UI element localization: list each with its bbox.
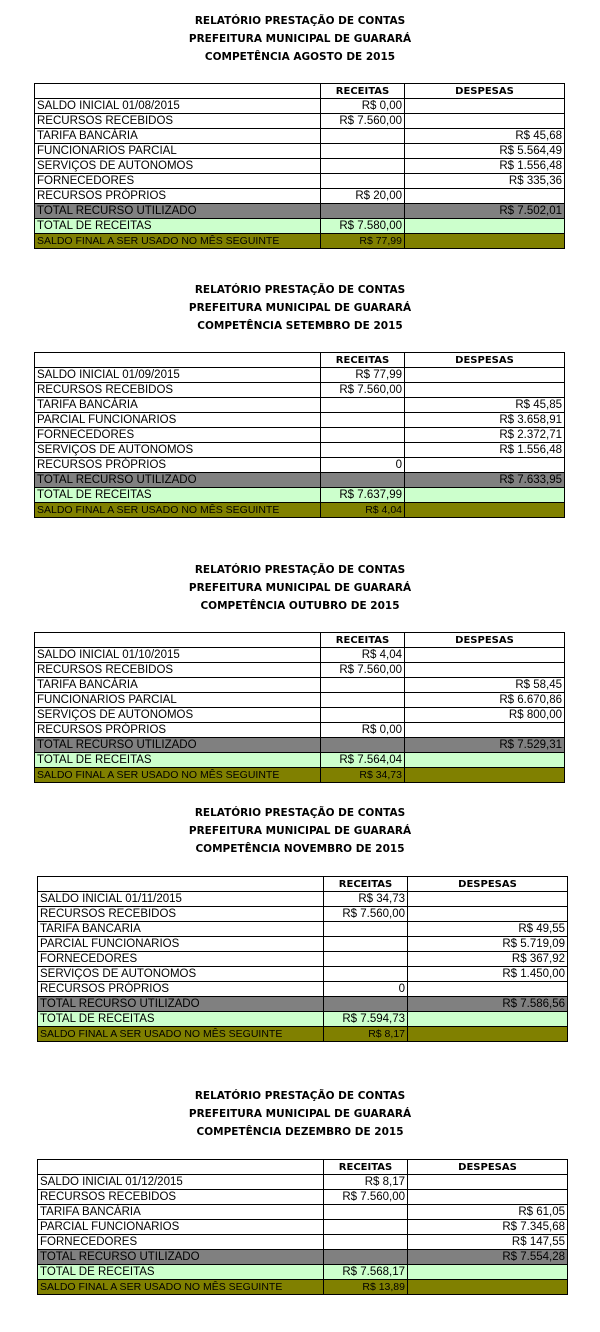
row-despesa	[405, 458, 565, 473]
row-label: FORNECEDORES	[35, 428, 321, 443]
row-despesa: R$ 45,85	[405, 398, 565, 413]
report-subtitle: PREFEITURA MUNICIPAL DE GUARARÁ	[188, 302, 412, 314]
header-blank-cell	[35, 633, 321, 648]
finance-table-setembro	[34, 352, 565, 518]
table-row	[35, 663, 565, 678]
row-label: RECURSOS RECEBIDOS	[38, 1190, 324, 1205]
header-receitas: RECEITAS	[324, 1160, 408, 1175]
empty-cell	[408, 1265, 568, 1280]
row-receita: 0	[324, 982, 408, 997]
row-receita	[321, 144, 405, 159]
header-despesas: DESPESAS	[405, 633, 565, 648]
empty-cell	[405, 503, 565, 518]
saldo-final-value: R$ 13,89	[324, 1280, 408, 1295]
total-receitas-label: TOTAL DE RECEITAS	[35, 753, 321, 768]
row-receita: R$ 34,73	[324, 892, 408, 907]
row-receita: R$ 20,00	[321, 189, 405, 204]
report-header-setembro	[0, 281, 600, 335]
report-title: RELATÓRIO PRESTAÇÃO DE CONTAS	[194, 807, 406, 819]
row-label: FUNCIONARIOS PARCIAL	[35, 144, 321, 159]
table-row	[35, 174, 565, 189]
header-despesas: DESPESAS	[405, 84, 565, 99]
row-despesa: R$ 335,36	[405, 174, 565, 189]
table-row	[35, 114, 565, 129]
total-utilizado-value: R$ 7.586,56	[408, 997, 568, 1012]
table-row	[35, 368, 565, 383]
total-utilizado-row	[35, 738, 565, 753]
row-despesa	[405, 723, 565, 738]
row-despesa	[405, 383, 565, 398]
table-row	[38, 1190, 568, 1205]
saldo-final-label: SALDO FINAL A SER USADO NO MÊS SEGUINTE	[35, 234, 321, 249]
report-header-dezembro	[0, 1087, 600, 1141]
row-despesa	[408, 1190, 568, 1205]
row-label: SALDO INICIAL 01/10/2015	[35, 648, 321, 663]
saldo-final-row	[38, 1027, 568, 1042]
header-despesas: DESPESAS	[405, 353, 565, 368]
table-row	[38, 922, 568, 937]
header-despesas: DESPESAS	[408, 1160, 568, 1175]
empty-cell	[405, 768, 565, 783]
table-row	[35, 383, 565, 398]
table-row	[38, 1220, 568, 1235]
row-receita: R$ 0,00	[321, 99, 405, 114]
report-competencia: COMPETÊNCIA AGOSTO DE 2015	[204, 51, 396, 63]
header-blank-cell	[35, 353, 321, 368]
report-subtitle: PREFEITURA MUNICIPAL DE GUARARÁ	[188, 825, 412, 837]
row-label: FORNECEDORES	[38, 1235, 324, 1250]
row-label: SALDO INICIAL 01/11/2015	[38, 892, 324, 907]
row-receita: R$ 7.560,00	[321, 383, 405, 398]
finance-table-agosto	[34, 83, 565, 249]
table-header-row	[38, 1160, 568, 1175]
table-row	[35, 189, 565, 204]
table-row	[38, 1175, 568, 1190]
row-label: FORNECEDORES	[38, 952, 324, 967]
table-header-row	[35, 633, 565, 648]
row-receita	[321, 129, 405, 144]
saldo-final-label: SALDO FINAL A SER USADO NO MÊS SEGUINTE	[38, 1280, 324, 1295]
table-row	[38, 937, 568, 952]
row-despesa: R$ 58,45	[405, 678, 565, 693]
table-header-row	[35, 84, 565, 99]
table-row	[35, 144, 565, 159]
row-label: TARIFA BANCÁRIA	[35, 129, 321, 144]
row-label: RECURSOS PRÓPRIOS	[38, 982, 324, 997]
header-receitas: RECEITAS	[324, 877, 408, 892]
saldo-final-row	[35, 768, 565, 783]
finance-table-novembro	[37, 876, 568, 1042]
row-receita	[321, 159, 405, 174]
row-receita: R$ 4,04	[321, 648, 405, 663]
row-receita	[321, 678, 405, 693]
table-row	[38, 952, 568, 967]
row-receita	[324, 1220, 408, 1235]
report-subtitle: PREFEITURA MUNICIPAL DE GUARARÁ	[188, 33, 412, 45]
table-row	[38, 982, 568, 997]
report-header-agosto	[0, 12, 600, 66]
row-label: SERVIÇOS DE AUTONOMOS	[35, 708, 321, 723]
empty-cell	[324, 1250, 408, 1265]
row-label: SERVIÇOS DE AUTONOMOS	[38, 967, 324, 982]
report-header-outubro	[0, 561, 600, 615]
table-header-row	[38, 877, 568, 892]
row-despesa: R$ 3.658,91	[405, 413, 565, 428]
row-receita: R$ 7.560,00	[324, 907, 408, 922]
table-row	[35, 678, 565, 693]
row-despesa: R$ 5.564,49	[405, 144, 565, 159]
row-despesa: R$ 367,92	[408, 952, 568, 967]
row-receita	[324, 1235, 408, 1250]
header-receitas: RECEITAS	[321, 633, 405, 648]
table-row	[38, 1205, 568, 1220]
total-utilizado-row	[35, 204, 565, 219]
report-competencia: COMPETÊNCIA SETEMBRO DE 2015	[197, 320, 403, 332]
row-despesa: R$ 1.556,48	[405, 159, 565, 174]
row-label: RECURSOS RECEBIDOS	[35, 663, 321, 678]
row-despesa: R$ 1.450,00	[408, 967, 568, 982]
total-utilizado-label: TOTAL RECURSO UTILIZADO	[35, 738, 321, 753]
empty-cell	[408, 1280, 568, 1295]
row-label: FORNECEDORES	[35, 174, 321, 189]
row-label: PARCIAL FUNCIONARIOS	[35, 413, 321, 428]
table-row	[35, 458, 565, 473]
report-subtitle: PREFEITURA MUNICIPAL DE GUARARÁ	[188, 1108, 412, 1120]
empty-cell	[405, 488, 565, 503]
table-row	[38, 967, 568, 982]
table-row	[35, 428, 565, 443]
total-receitas-label: TOTAL DE RECEITAS	[38, 1012, 324, 1027]
row-label: RECURSOS RECEBIDOS	[38, 907, 324, 922]
row-despesa: R$ 147,55	[408, 1235, 568, 1250]
row-label: TARIFA BANCARIA	[38, 922, 324, 937]
row-receita: R$ 7.560,00	[321, 114, 405, 129]
table-row	[38, 907, 568, 922]
header-blank-cell	[38, 877, 324, 892]
report-competencia: COMPETÊNCIA OUTUBRO DE 2015	[200, 600, 400, 612]
row-despesa: R$ 61,05	[408, 1205, 568, 1220]
row-label: SALDO INICIAL 01/08/2015	[35, 99, 321, 114]
row-receita	[324, 967, 408, 982]
row-receita	[321, 708, 405, 723]
row-receita	[321, 428, 405, 443]
saldo-final-row	[35, 503, 565, 518]
row-despesa: R$ 45,68	[405, 129, 565, 144]
row-receita	[324, 937, 408, 952]
total-utilizado-row	[35, 473, 565, 488]
header-blank-cell	[38, 1160, 324, 1175]
table-row	[35, 693, 565, 708]
table-row	[38, 1235, 568, 1250]
row-receita	[321, 413, 405, 428]
empty-cell	[324, 997, 408, 1012]
row-despesa	[405, 368, 565, 383]
header-despesas: DESPESAS	[408, 877, 568, 892]
row-label: TARIFA BANCÁRIA	[35, 678, 321, 693]
total-utilizado-row	[38, 1250, 568, 1265]
total-receitas-row	[38, 1265, 568, 1280]
saldo-final-label: SALDO FINAL A SER USADO NO MÊS SEGUINTE	[38, 1027, 324, 1042]
total-receitas-row	[35, 753, 565, 768]
total-receitas-label: TOTAL DE RECEITAS	[35, 219, 321, 234]
total-receitas-value: R$ 7.594,73	[324, 1012, 408, 1027]
row-despesa: R$ 2.372,71	[405, 428, 565, 443]
empty-cell	[408, 1027, 568, 1042]
table-row	[38, 892, 568, 907]
row-despesa: R$ 5.719,09	[408, 937, 568, 952]
saldo-final-value: R$ 4,04	[321, 503, 405, 518]
saldo-final-label: SALDO FINAL A SER USADO NO MÊS SEGUINTE	[35, 768, 321, 783]
row-receita: 0	[321, 458, 405, 473]
row-receita: R$ 7.560,00	[321, 663, 405, 678]
empty-cell	[405, 219, 565, 234]
empty-cell	[321, 738, 405, 753]
table-header-row	[35, 353, 565, 368]
report-subtitle: PREFEITURA MUNICIPAL DE GUARARÁ	[188, 582, 412, 594]
report-competencia: COMPETÊNCIA NOVEMBRO DE 2015	[195, 843, 405, 855]
saldo-final-label: SALDO FINAL A SER USADO NO MÊS SEGUINTE	[35, 503, 321, 518]
row-label: RECURSOS PRÓPRIOS	[35, 189, 321, 204]
saldo-final-value: R$ 34,73	[321, 768, 405, 783]
row-label: SERVIÇOS DE AUTONOMOS	[35, 443, 321, 458]
empty-cell	[321, 204, 405, 219]
table-row	[35, 413, 565, 428]
row-receita: R$ 8,17	[324, 1175, 408, 1190]
empty-cell	[321, 473, 405, 488]
total-receitas-value: R$ 7.580,00	[321, 219, 405, 234]
row-label: FUNCIONARIOS PARCIAL	[35, 693, 321, 708]
saldo-final-value: R$ 8,17	[324, 1027, 408, 1042]
row-despesa	[405, 648, 565, 663]
table-row	[35, 159, 565, 174]
total-utilizado-label: TOTAL RECURSO UTILIZADO	[35, 473, 321, 488]
row-receita	[321, 398, 405, 413]
total-utilizado-label: TOTAL RECURSO UTILIZADO	[38, 997, 324, 1012]
row-receita: R$ 77,99	[321, 368, 405, 383]
saldo-final-value: R$ 77,99	[321, 234, 405, 249]
row-label: PARCIAL FUNCIONARIOS	[38, 937, 324, 952]
total-receitas-value: R$ 7.637,99	[321, 488, 405, 503]
row-receita: R$ 7.560,00	[324, 1190, 408, 1205]
row-despesa	[405, 189, 565, 204]
row-despesa	[408, 892, 568, 907]
row-receita	[324, 1205, 408, 1220]
table-row	[35, 398, 565, 413]
total-receitas-row	[35, 219, 565, 234]
row-receita	[324, 922, 408, 937]
row-receita	[321, 174, 405, 189]
row-label: RECURSOS PRÓPRIOS	[35, 458, 321, 473]
total-utilizado-label: TOTAL RECURSO UTILIZADO	[35, 204, 321, 219]
table-row	[35, 129, 565, 144]
table-row	[35, 99, 565, 114]
row-receita	[321, 693, 405, 708]
row-label: SALDO INICIAL 01/12/2015	[38, 1175, 324, 1190]
row-despesa: R$ 7.345,68	[408, 1220, 568, 1235]
row-despesa: R$ 6.670,86	[405, 693, 565, 708]
report-title: RELATÓRIO PRESTAÇÃO DE CONTAS	[194, 15, 406, 27]
table-row	[35, 723, 565, 738]
saldo-final-row	[38, 1280, 568, 1295]
row-receita	[324, 952, 408, 967]
row-label: SERVIÇOS DE AUTONOMOS	[35, 159, 321, 174]
row-label: RECURSOS PRÓPRIOS	[35, 723, 321, 738]
report-competencia: COMPETÊNCIA DEZEMBRO DE 2015	[196, 1126, 404, 1138]
total-receitas-label: TOTAL DE RECEITAS	[38, 1265, 324, 1280]
table-row	[35, 648, 565, 663]
row-despesa	[405, 663, 565, 678]
total-utilizado-value: R$ 7.502,01	[405, 204, 565, 219]
row-despesa	[408, 1175, 568, 1190]
total-utilizado-value: R$ 7.529,31	[405, 738, 565, 753]
report-title: RELATÓRIO PRESTAÇÃO DE CONTAS	[194, 1090, 406, 1102]
row-despesa	[405, 99, 565, 114]
row-despesa: R$ 49,55	[408, 922, 568, 937]
header-receitas: RECEITAS	[321, 353, 405, 368]
table-row	[35, 443, 565, 458]
total-receitas-row	[35, 488, 565, 503]
total-receitas-row	[38, 1012, 568, 1027]
empty-cell	[408, 1012, 568, 1027]
row-label: RECURSOS RECEBIDOS	[35, 114, 321, 129]
row-receita: R$ 0,00	[321, 723, 405, 738]
table-row	[35, 708, 565, 723]
total-utilizado-row	[38, 997, 568, 1012]
row-despesa: R$ 800,00	[405, 708, 565, 723]
empty-cell	[405, 234, 565, 249]
header-receitas: RECEITAS	[321, 84, 405, 99]
row-label: SALDO INICIAL 01/09/2015	[35, 368, 321, 383]
total-utilizado-value: R$ 7.633,95	[405, 473, 565, 488]
total-receitas-value: R$ 7.568,17	[324, 1265, 408, 1280]
row-despesa	[408, 982, 568, 997]
header-blank-cell	[35, 84, 321, 99]
finance-table-outubro	[34, 632, 565, 783]
row-label: TARIFA BANCÁRIA	[35, 398, 321, 413]
row-despesa: R$ 1.556,48	[405, 443, 565, 458]
report-header-novembro	[0, 804, 600, 858]
report-title: RELATÓRIO PRESTAÇÃO DE CONTAS	[194, 564, 406, 576]
row-receita	[321, 443, 405, 458]
row-label: TARIFA BANCÁRIA	[38, 1205, 324, 1220]
finance-table-dezembro	[37, 1159, 568, 1295]
empty-cell	[405, 753, 565, 768]
row-despesa	[408, 907, 568, 922]
saldo-final-row	[35, 234, 565, 249]
total-utilizado-label: TOTAL RECURSO UTILIZADO	[38, 1250, 324, 1265]
total-receitas-label: TOTAL DE RECEITAS	[35, 488, 321, 503]
row-despesa	[405, 114, 565, 129]
row-label: PARCIAL FUNCIONARIOS	[38, 1220, 324, 1235]
total-receitas-value: R$ 7.564,04	[321, 753, 405, 768]
total-utilizado-value: R$ 7.554,28	[408, 1250, 568, 1265]
row-label: RECURSOS RECEBIDOS	[35, 383, 321, 398]
report-title: RELATÓRIO PRESTAÇÃO DE CONTAS	[194, 284, 406, 296]
